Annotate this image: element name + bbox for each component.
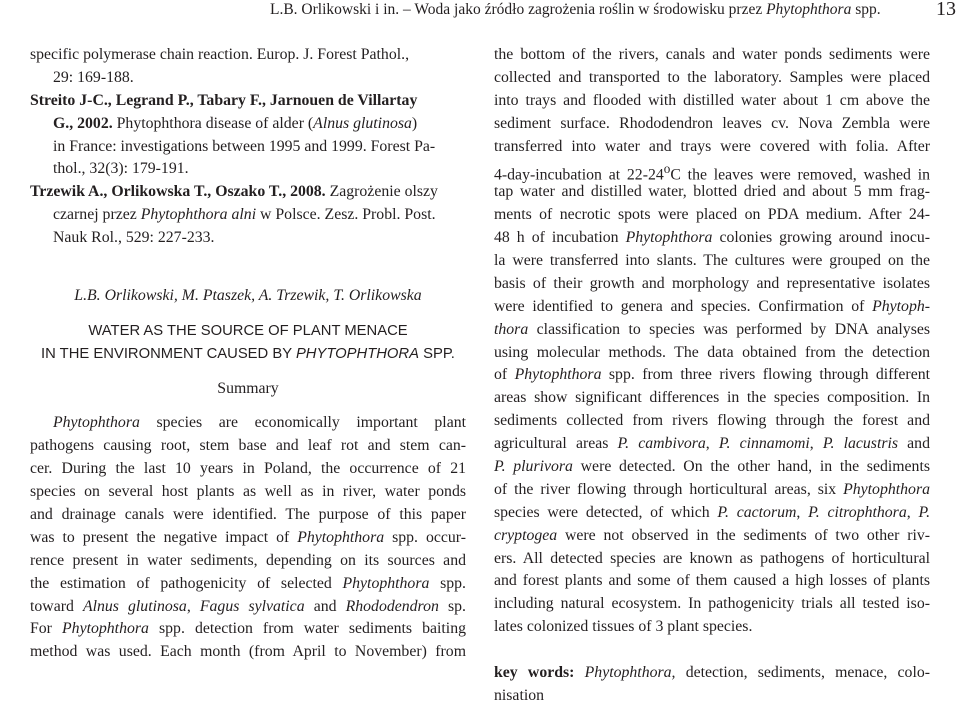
text-line: species were detected, of which P. cactorum, P. citrophthora, P. <box>494 503 931 521</box>
text-line: toward Alnus glutinosa, Fagus sylvatica and Rhododendron sp. <box>30 597 466 615</box>
reference-line: 29: 169-188. <box>53 68 134 86</box>
text-line: and forest plants and some of them caused a high losses of plants <box>494 572 930 590</box>
text-line: species on several host plants as well as in river, water ponds <box>30 483 466 501</box>
reference-line: thol., 32(3): 179-191. <box>53 160 189 178</box>
text-line: P. plurivora were detected. On the other hand, in the sediments <box>494 458 930 476</box>
text-line: 4-day-incubation at 22-24$^o$C the leaves were removed, washed in <box>494 161 930 184</box>
text-line: method was used. Each month (from April to November) from <box>30 643 466 661</box>
abstract-title-line: IN THE ENVIRONMENT CAUSED BY PHYTOPHTHORA SPP. <box>41 345 455 362</box>
keywords-label: key words: <box>494 664 585 682</box>
reference-line: Trzewik A., Orlikowska T., Oszako T., 2008. Zagrożenie olszy <box>30 183 438 201</box>
running-title: L.B. Orlikowski i in. – Woda jako źródło zagrożenia roślin w środowisku przez Phytophthora spp. <box>270 1 881 18</box>
reference-list <box>30 44 466 250</box>
text-line: lates colonized tissues of 3 plant species. <box>494 618 753 636</box>
text-line: ers. All detected species are known as pathogens of horticultural <box>494 549 930 567</box>
reference-line: czarnej przez Phytophthora alni w Polsce. Zesz. Probl. Post. <box>53 206 436 224</box>
text-line: For Phytophthora spp. detection from water sediments baiting <box>30 620 466 638</box>
summary-text <box>30 412 466 664</box>
text-line: tap water and distilled water, blotted dried and about 5 mm frag- <box>494 183 930 201</box>
left-column <box>30 44 466 664</box>
text-line: Phytophthora species are economically important plant <box>53 414 466 432</box>
text-line: were identified to genera and species. Confirmation of Phytoph- <box>494 297 930 315</box>
keywords-line: nisation <box>494 686 545 704</box>
text-line: pathogens causing root, stem base and leaf rot and stem can- <box>30 437 466 455</box>
right-column <box>494 44 930 708</box>
text-line: the bottom of the rivers, canals and water ponds sediments were <box>494 46 930 63</box>
text-line: areas show significant differences in the species composition. In <box>494 389 930 407</box>
text-line: cer. During the last 10 years in Poland, the occurrence of 21 <box>30 460 466 478</box>
reference-line: Streito J-C., Legrand P., Tabary F., Jarnouen de Villartay <box>30 91 418 109</box>
abstract-authors: L.B. Orlikowski, M. Ptaszek, A. Trzewik, T. Orlikowska <box>74 286 422 304</box>
text-line: ments of necrotic spots were placed on PDA medium. After 24- <box>494 206 930 224</box>
text-line: collected and transported to the laboratory. Samples were placed <box>494 68 930 86</box>
abstract-title-line: WATER AS THE SOURCE OF PLANT MENACE <box>88 322 408 339</box>
page-number: 13 <box>936 0 956 20</box>
text-line: sediments collected from rivers flowing through the forest and <box>494 412 930 430</box>
text-line: the estimation of pathogenicity of selected Phytophthora spp. <box>30 574 466 592</box>
text-line: into trays and flooded with distilled water about 1 cm above the <box>494 91 930 109</box>
text-line: thora classification to species was performed by DNA analyses <box>494 320 930 338</box>
text-line: 48 h of incubation Phytophthora colonies growing around inocu- <box>494 229 930 247</box>
text-line: was to present the negative impact of Phytophthora spp. occur- <box>30 528 466 546</box>
summary-text-continued <box>494 44 930 639</box>
text-line: transferred into water and trays were covered with folia. After <box>494 137 930 155</box>
text-line: rence present in water sediments, depending on its sources and <box>30 551 466 569</box>
text-line: of Phytophthora spp. from three rivers flowing through different <box>494 366 930 384</box>
reference-line: G., 2002. Phytophthora disease of alder (Alnus glutinosa) <box>53 114 418 132</box>
reference-line: in France: investigations between 1995 and 1999. Forest Pa- <box>53 137 436 155</box>
text-line: using molecular methods. The data obtained from the detection <box>494 343 930 361</box>
text-line: of the river flowing through horticultural areas, six Phytophthora <box>494 480 930 498</box>
text-line: sediment surface. Rhododendron leaves cv. Nova Zembla were <box>494 114 930 132</box>
text-line: and drainage canals were identified. The purpose of this paper <box>30 506 466 524</box>
summary-heading: Summary <box>217 379 279 397</box>
reference-line: specific polymerase chain reaction. Europ. J. Forest Pathol., <box>30 46 410 63</box>
text-line: basis of their growth and morphology and representative isolates <box>494 274 930 292</box>
text-line: cryptogea were not observed in the sediments of two other riv- <box>494 526 930 544</box>
keywords <box>494 662 930 708</box>
running-header <box>0 0 960 24</box>
text-line: la were transferred into slants. The cultures were grouped on the <box>494 252 930 270</box>
reference-line: Nauk Rol., 529: 227-233. <box>53 229 215 247</box>
text-line: including natural ecosystem. In pathogenicity trials all tested iso- <box>494 595 930 613</box>
keywords-line: key words: Phytophthora, detection, sediments, menace, colo- <box>494 664 930 682</box>
text-line: agricultural areas P. cambivora, P. cinnamomi, P. lacustris and <box>494 435 930 453</box>
